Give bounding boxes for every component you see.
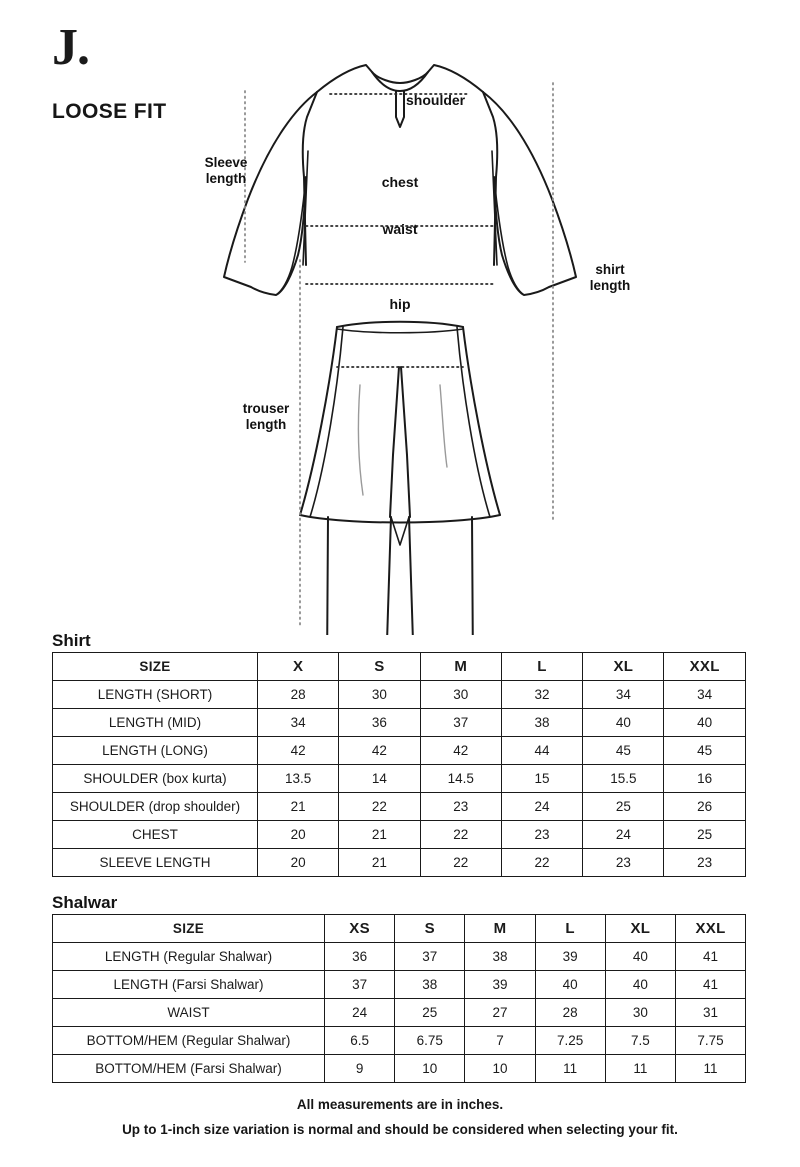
table-row <box>53 681 746 709</box>
cell-value: 38 <box>465 943 535 971</box>
cell-value: 27 <box>465 999 535 1027</box>
shalwar-section-title: Shalwar <box>52 893 118 912</box>
table-header-row <box>53 653 746 681</box>
fit-title: LOOSE FIT <box>52 100 167 123</box>
column-header-xs: XS <box>325 915 395 943</box>
column-header-xl: XL <box>605 915 675 943</box>
cell-value: 7.75 <box>675 1027 745 1055</box>
cell-value: 40 <box>605 943 675 971</box>
column-header-x: X <box>258 653 339 681</box>
table-row <box>53 821 746 849</box>
cell-value: 7.25 <box>535 1027 605 1055</box>
cell-value: 14 <box>339 765 420 793</box>
column-header-xl: XL <box>583 653 664 681</box>
cell-value: 39 <box>535 943 605 971</box>
column-header-l: L <box>535 915 605 943</box>
row-label: CHEST <box>53 821 258 849</box>
cell-value: 41 <box>675 943 745 971</box>
label-sleeve-length-line1: Sleeve <box>204 155 248 170</box>
cell-value: 25 <box>395 999 465 1027</box>
cell-value: 36 <box>325 943 395 971</box>
cell-value: 34 <box>258 709 339 737</box>
cell-value: 34 <box>664 681 745 709</box>
brand-logo: J. <box>52 19 89 76</box>
cell-value: 42 <box>339 737 420 765</box>
shalwar-size-table <box>52 914 746 1083</box>
table-row <box>53 793 746 821</box>
row-label: LENGTH (Regular Shalwar) <box>53 943 325 971</box>
column-header-s: S <box>395 915 465 943</box>
cell-value: 11 <box>675 1055 745 1083</box>
label-trouser-length-line1: trouser <box>242 401 290 416</box>
cell-value: 31 <box>675 999 745 1027</box>
row-label: LENGTH (Farsi Shalwar) <box>53 971 325 999</box>
label-shirt-length <box>570 262 650 294</box>
label-shirt-length-line2: length <box>589 278 631 294</box>
table-row <box>53 999 746 1027</box>
label-chest: chest <box>381 174 419 190</box>
cell-value: 22 <box>420 821 501 849</box>
cell-value: 22 <box>339 793 420 821</box>
label-shoulder: shoulder <box>406 92 466 108</box>
cell-value: 6.5 <box>325 1027 395 1055</box>
cell-value: 22 <box>420 849 501 877</box>
cell-value: 21 <box>339 821 420 849</box>
cell-value: 24 <box>501 793 582 821</box>
cell-value: 14.5 <box>420 765 501 793</box>
row-label: WAIST <box>53 999 325 1027</box>
cell-value: 30 <box>605 999 675 1027</box>
column-header-m: M <box>465 915 535 943</box>
cell-value: 6.75 <box>395 1027 465 1055</box>
cell-value: 40 <box>535 971 605 999</box>
cell-value: 37 <box>325 971 395 999</box>
row-label: SHOULDER (box kurta) <box>53 765 258 793</box>
column-header-s: S <box>339 653 420 681</box>
label-trouser-length <box>224 401 308 433</box>
table-row <box>53 943 746 971</box>
cell-value: 25 <box>664 821 745 849</box>
row-label: LENGTH (MID) <box>53 709 258 737</box>
cell-value: 37 <box>420 709 501 737</box>
cell-value: 21 <box>258 793 339 821</box>
table-header-row <box>53 915 746 943</box>
label-hip: hip <box>389 296 411 312</box>
cell-value: 40 <box>583 709 664 737</box>
column-header-size: SIZE <box>53 915 325 943</box>
cell-value: 10 <box>465 1055 535 1083</box>
table-row <box>53 1027 746 1055</box>
cell-value: 24 <box>325 999 395 1027</box>
cell-value: 41 <box>675 971 745 999</box>
table-row <box>53 1055 746 1083</box>
cell-value: 7 <box>465 1027 535 1055</box>
cell-value: 45 <box>583 737 664 765</box>
footnote-size-variation: Up to 1-inch size variation is normal and should be considered when selecting your fit. <box>122 1122 678 1137</box>
cell-value: 28 <box>535 999 605 1027</box>
cell-value: 45 <box>664 737 745 765</box>
cell-value: 28 <box>258 681 339 709</box>
cell-value: 10 <box>395 1055 465 1083</box>
cell-value: 7.5 <box>605 1027 675 1055</box>
cell-value: 24 <box>583 821 664 849</box>
shirt-size-table <box>52 652 746 877</box>
label-trouser-length-line2: length <box>245 417 287 433</box>
cell-value: 38 <box>501 709 582 737</box>
row-label: LENGTH (LONG) <box>53 737 258 765</box>
cell-value: 38 <box>395 971 465 999</box>
cell-value: 21 <box>339 849 420 877</box>
column-header-m: M <box>420 653 501 681</box>
cell-value: 26 <box>664 793 745 821</box>
cell-value: 42 <box>258 737 339 765</box>
cell-value: 32 <box>501 681 582 709</box>
column-header-l: L <box>501 653 582 681</box>
cell-value: 16 <box>664 765 745 793</box>
cell-value: 11 <box>535 1055 605 1083</box>
column-header-xxl: XXL <box>664 653 745 681</box>
cell-value: 25 <box>583 793 664 821</box>
column-header-size: SIZE <box>53 653 258 681</box>
footnote-measurements-units: All measurements are in inches. <box>296 1097 504 1112</box>
cell-value: 15.5 <box>583 765 664 793</box>
cell-value: 39 <box>465 971 535 999</box>
table-row <box>53 849 746 877</box>
table-row <box>53 709 746 737</box>
label-sleeve-length-line2: length <box>205 171 247 187</box>
cell-value: 23 <box>583 849 664 877</box>
label-waist: waist <box>382 221 418 237</box>
row-label: BOTTOM/HEM (Farsi Shalwar) <box>53 1055 325 1083</box>
row-label: LENGTH (SHORT) <box>53 681 258 709</box>
cell-value: 23 <box>664 849 745 877</box>
cell-value: 42 <box>420 737 501 765</box>
cell-value: 22 <box>501 849 582 877</box>
label-shirt-length-line1: shirt <box>595 262 625 277</box>
table-row <box>53 737 746 765</box>
cell-value: 30 <box>420 681 501 709</box>
cell-value: 44 <box>501 737 582 765</box>
table-row <box>53 765 746 793</box>
cell-value: 23 <box>420 793 501 821</box>
cell-value: 20 <box>258 821 339 849</box>
cell-value: 40 <box>664 709 745 737</box>
cell-value: 23 <box>501 821 582 849</box>
cell-value: 34 <box>583 681 664 709</box>
column-header-xxl: XXL <box>675 915 745 943</box>
row-label: SLEEVE LENGTH <box>53 849 258 877</box>
cell-value: 15 <box>501 765 582 793</box>
table-row <box>53 971 746 999</box>
garment-illustration <box>0 55 800 635</box>
row-label: SHOULDER (drop shoulder) <box>53 793 258 821</box>
cell-value: 30 <box>339 681 420 709</box>
cell-value: 20 <box>258 849 339 877</box>
cell-value: 11 <box>605 1055 675 1083</box>
cell-value: 36 <box>339 709 420 737</box>
cell-value: 13.5 <box>258 765 339 793</box>
row-label: BOTTOM/HEM (Regular Shalwar) <box>53 1027 325 1055</box>
cell-value: 9 <box>325 1055 395 1083</box>
cell-value: 40 <box>605 971 675 999</box>
shirt-section-title: Shirt <box>52 631 91 650</box>
cell-value: 37 <box>395 943 465 971</box>
